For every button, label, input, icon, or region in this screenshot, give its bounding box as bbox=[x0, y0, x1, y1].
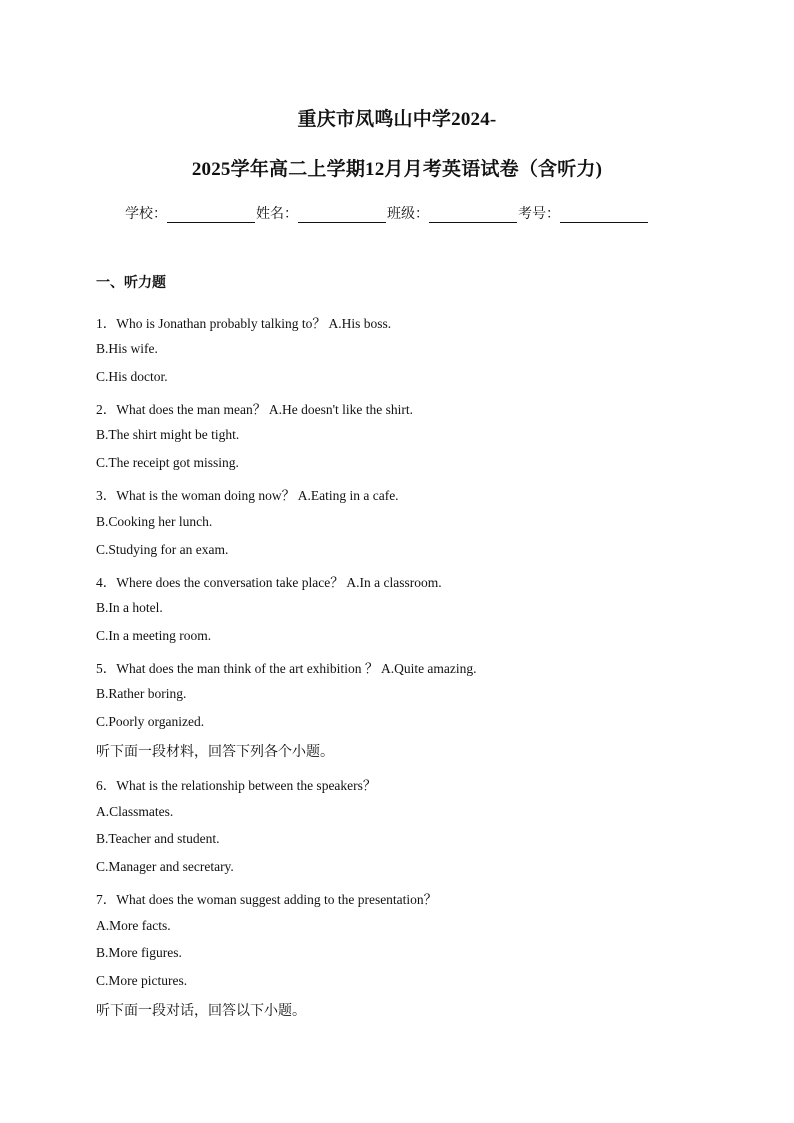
question-line: 3．What is the woman doing now？ A.Eating in a cafe. bbox=[96, 488, 399, 503]
option-line: C.In a meeting room. bbox=[96, 628, 212, 643]
option-line: B.Cooking her lunch. bbox=[96, 514, 213, 529]
option-line: C.The receipt got missing. bbox=[96, 455, 239, 470]
question-line: 6．What is the relationship between the speakers？ bbox=[96, 778, 377, 793]
instruction-line: 听下面一段对话，回答以下小题。 bbox=[96, 1003, 306, 1019]
option-line: B.His wife. bbox=[96, 341, 158, 356]
option-line: C.More pictures. bbox=[96, 973, 188, 988]
option-line: B.Teacher and student. bbox=[96, 831, 220, 846]
section-title-listening: 一、听力题 bbox=[96, 275, 166, 291]
option-line: A.More facts. bbox=[96, 918, 171, 933]
option-line: B.The shirt might be tight. bbox=[96, 427, 240, 442]
option-line: B.Rather boring. bbox=[96, 686, 187, 701]
instruction-line: 听下面一段材料，回答下列各个小题。 bbox=[96, 744, 334, 760]
school-label: 学校： bbox=[125, 206, 167, 222]
school-blank[interactable] bbox=[167, 208, 255, 223]
name-label: 姓名： bbox=[256, 206, 298, 222]
number-blank[interactable] bbox=[560, 208, 648, 223]
student-info-row bbox=[125, 203, 649, 223]
exam-title-line-2: 2025学年高二上学期12月月考英语试卷（含听力) bbox=[191, 159, 603, 180]
number-label: 考号： bbox=[518, 206, 560, 222]
option-line: C.His doctor. bbox=[96, 369, 168, 384]
question-line: 7．What does the woman suggest adding to the presentation？ bbox=[96, 892, 438, 907]
question-line: 5．What does the man think of the art exhibition ？ A.Quite amazing. bbox=[96, 661, 477, 676]
class-blank[interactable] bbox=[429, 208, 517, 223]
question-line: 2．What does the man mean？ A.He doesn't like the shirt. bbox=[96, 402, 413, 417]
option-line: C.Studying for an exam. bbox=[96, 542, 229, 557]
option-line: B.More figures. bbox=[96, 945, 182, 960]
exam-title-line-1: 重庆市凤鸣山中学2024- bbox=[297, 109, 497, 130]
option-line: A.Classmates. bbox=[96, 804, 174, 819]
question-line: 1．Who is Jonathan probably talking to？ A.His boss. bbox=[96, 316, 392, 331]
question-line: 4．Where does the conversation take place？ A.In a classroom. bbox=[96, 575, 442, 590]
name-blank[interactable] bbox=[298, 208, 386, 223]
class-label: 班级： bbox=[387, 206, 429, 222]
option-line: C.Poorly organized. bbox=[96, 714, 205, 729]
option-line: B.In a hotel. bbox=[96, 600, 163, 615]
option-line: C.Manager and secretary. bbox=[96, 859, 234, 874]
